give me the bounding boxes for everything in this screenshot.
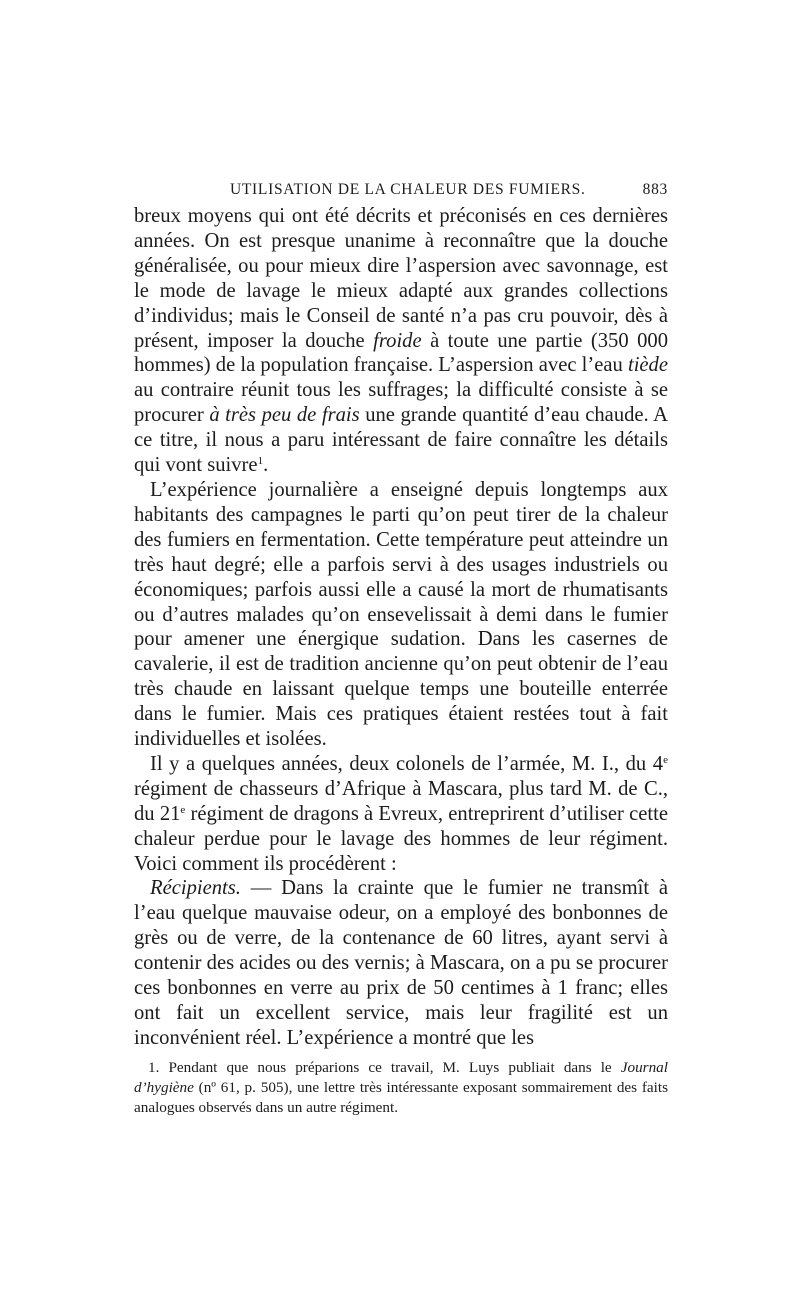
text-run: régiment de dragons à Evreux, entreprirent d’utiliser cette chaleur perdue pour le lavage des hommes de leur régiment. Voici comment ils procédèrent : [134,802,668,875]
text-run: 1. Pendant que nous préparions ce travail, M. Luys publiait dans le [148,1058,621,1076]
book-page [134,176,668,1118]
italic-journal-title: Journal d’hygiène [134,1058,668,1096]
paragraph-2: L’expérience journalière a enseigné depuis longtemps aux habitants des campagnes le parti qu’on peut tirer de la chaleur des fumiers en fermentation. Cette température peut atteindre un très haut degré; elle a parfois servi à des usages industriels ou économiques; parfois aussi elle a causé la mort de rhumatisants ou d’autres malades qu’on ensevelissait à demi dans le fumier pour amener une énergique sudation. Dans les casernes de cavalerie, il est de tradition ancienne qu’on peut obtenir de l’eau très chaude en laissant quelque temps une bouteille enterrée dans le fumier. Mais ces pratiques étaient restées tout à fait individuelles et isolées. [134,478,668,751]
text-run: une grande quantité d’eau chaude. A ce titre, il nous a paru intéressant de faire connaître les détails qui vont suivre [134,404,668,477]
italic-peu-de-frais: à très peu de frais [209,404,360,427]
page-number: 883 [642,181,668,198]
running-header [134,176,668,204]
footnote-1 [134,1058,668,1118]
text-run: (nº 61, p. 505), une lettre très intéressante exposant sommairement des faits analogues observés dans un autre régiment. [134,1078,668,1116]
text-run: à toute une partie (350 000 hommes) de la population française. L’aspersion avec l’eau [134,329,668,377]
text-run: breux moyens qui ont été décrits et préconisés en ces dernières années. On est presque unanime à reconnaître que la douche généralisée, ou pour mieux dire l’aspersion avec savonnage, est le mode de lavage le mieux adapté aux grandes collections d’individus; mais le Conseil de santé n’a pas cru pouvoir, dès à présent, imposer la douche [134,205,668,352]
italic-tiede: tiède [627,354,668,377]
paragraph-4 [134,876,668,1050]
running-title: UTILISATION DE LA CHALEUR DES FUMIERS. [230,181,586,198]
footnote-section [134,1058,668,1118]
italic-recipients: Récipients. [150,877,241,900]
paragraph-3 [134,752,668,877]
body-text [134,204,668,1051]
footnote-reference[interactable]: 1 [257,455,264,468]
ordinal-superscript: e [663,753,668,766]
paragraph-1 [134,204,668,478]
italic-froide: froide [373,329,422,352]
ordinal-superscript: e [180,803,186,816]
text-run: Il y a quelques années, deux colonels de l’armée, M. I., du 4 [150,752,664,775]
text-run: . [263,454,269,477]
text-run: — Dans la crainte que le fumier ne transmît à l’eau quelque mauvaise odeur, on a employé des bonbonnes de grès ou de verre, de la contenance de 60 litres, ayant servi à contenir des acides ou des vernis; à Mascara, on a pu se procurer ces bonbonnes en verre au prix de 50 centimes à 1 franc; elles ont fait un excellent service, mais leur fragilité est un inconvénient réel. L’expérience a montré que les [134,877,668,1049]
text-run: au contraire réunit tous les suffrages; la difficulté consiste à se procurer [134,379,668,427]
text-run: régiment de chasseurs d’Afrique à Mascara, plus tard M. de C., du 21 [134,777,668,825]
